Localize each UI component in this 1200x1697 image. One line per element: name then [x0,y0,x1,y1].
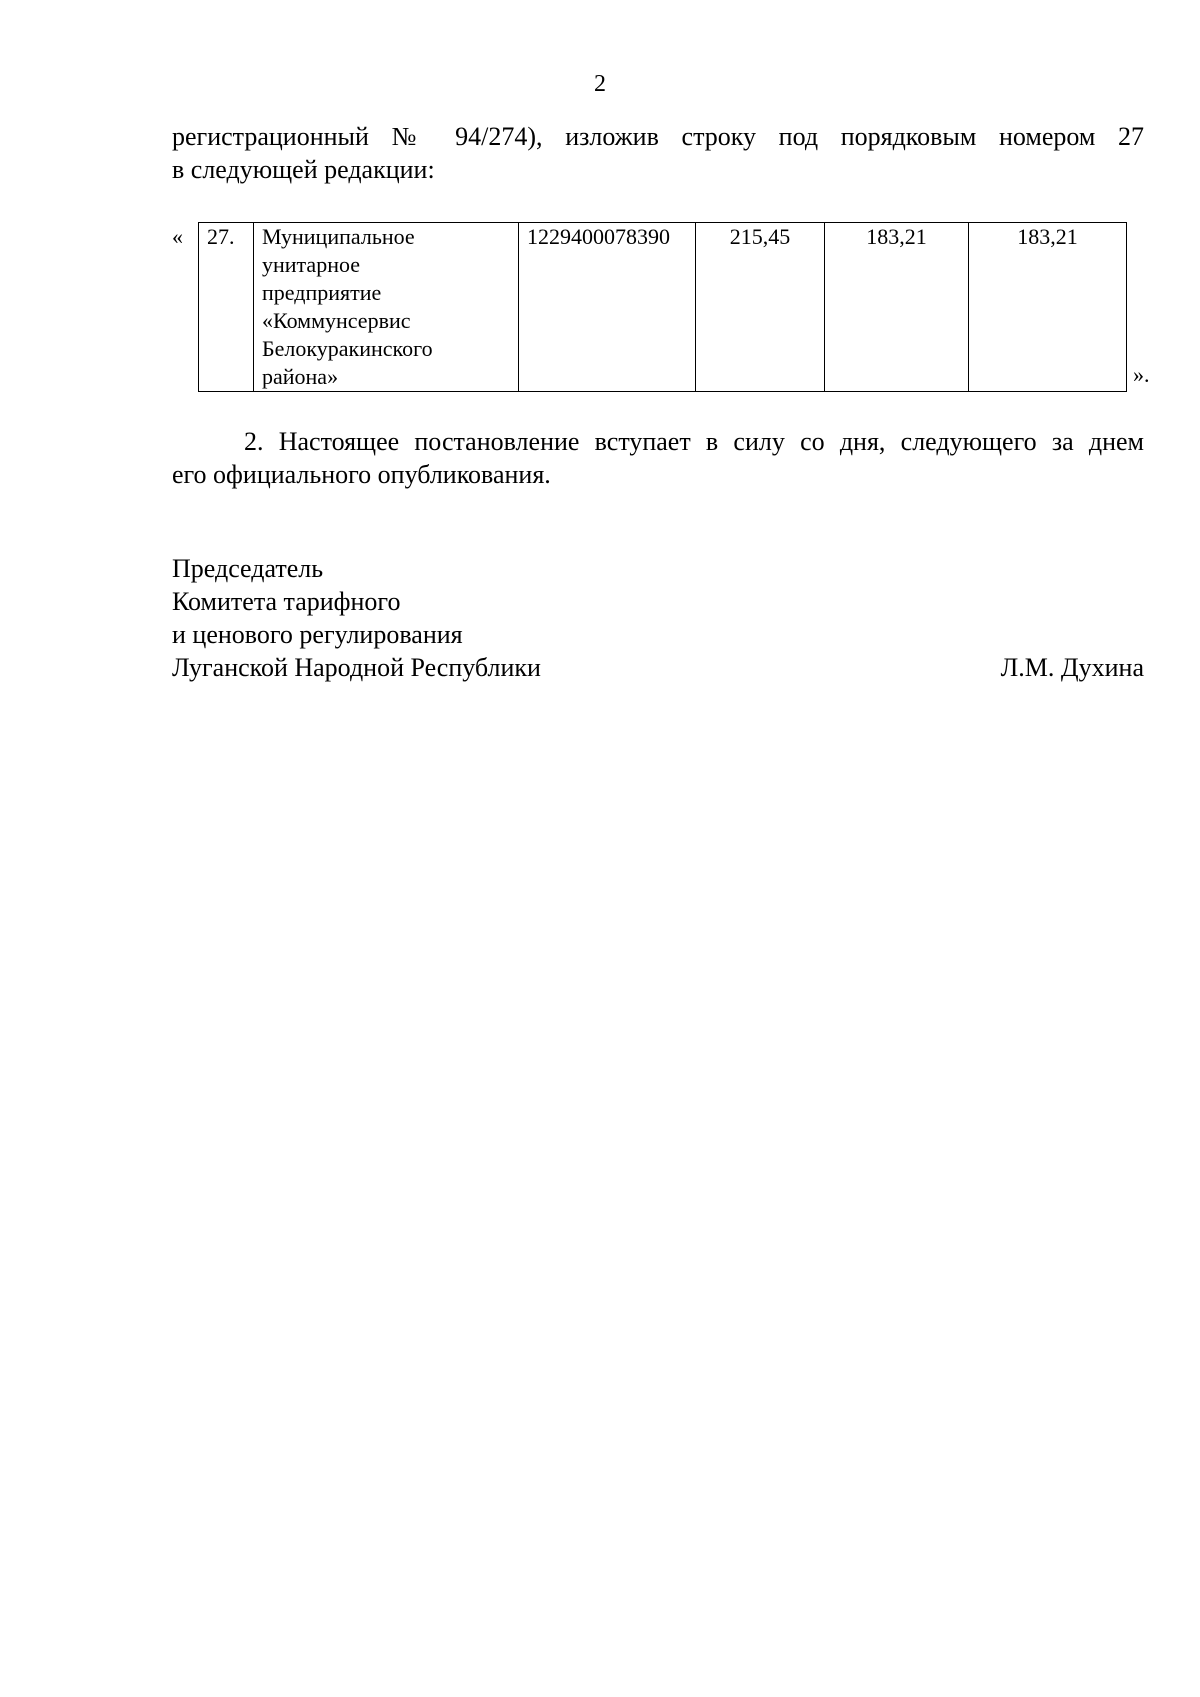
name-line: предприятие [262,280,382,305]
value-cell-2: 183,21 [825,223,969,392]
organization-name-cell [254,223,519,392]
signature-title-line: Луганской Народной Республики [172,653,541,682]
name-line: «Коммунсервис [262,308,411,333]
signature-title-line: и ценового регулирования [172,620,463,649]
intro-line-1: регистрационный № 94/274), изложив строку под порядковым номером 27 [172,122,1144,151]
name-line: унитарное [262,252,361,277]
page-number: 2 [594,71,606,97]
registration-code-cell: 1229400078390 [519,223,696,392]
signature-title-line: Председатель [172,554,324,583]
name-line: района» [262,364,339,389]
row-number-cell: 27. [199,223,254,392]
signature-last-row [172,651,1144,684]
value-cell-1: 215,45 [696,223,825,392]
table-row [199,223,1127,392]
intro-paragraph [172,120,1144,186]
name-line: Муниципальное [262,224,415,249]
signer-name: Л.М. Духина [1000,653,1144,682]
intro-line-2: в следующей редакции: [172,155,435,184]
paragraph-2-line-1: 2. Настоящее постановление вступает в силу со дня, следующего за днем [244,427,1144,456]
name-line: Белокуракинского [262,336,433,361]
paragraph-2 [172,425,1144,491]
signature-title-line: Комитета тарифного [172,587,401,616]
closing-quote: ». [1133,362,1150,387]
tariff-table [198,222,1127,392]
value-cell-3: 183,21 [969,223,1127,392]
signature-block [172,552,1144,684]
opening-quote: « [172,224,183,249]
paragraph-2-line-2: его официального опубликования. [172,460,551,489]
